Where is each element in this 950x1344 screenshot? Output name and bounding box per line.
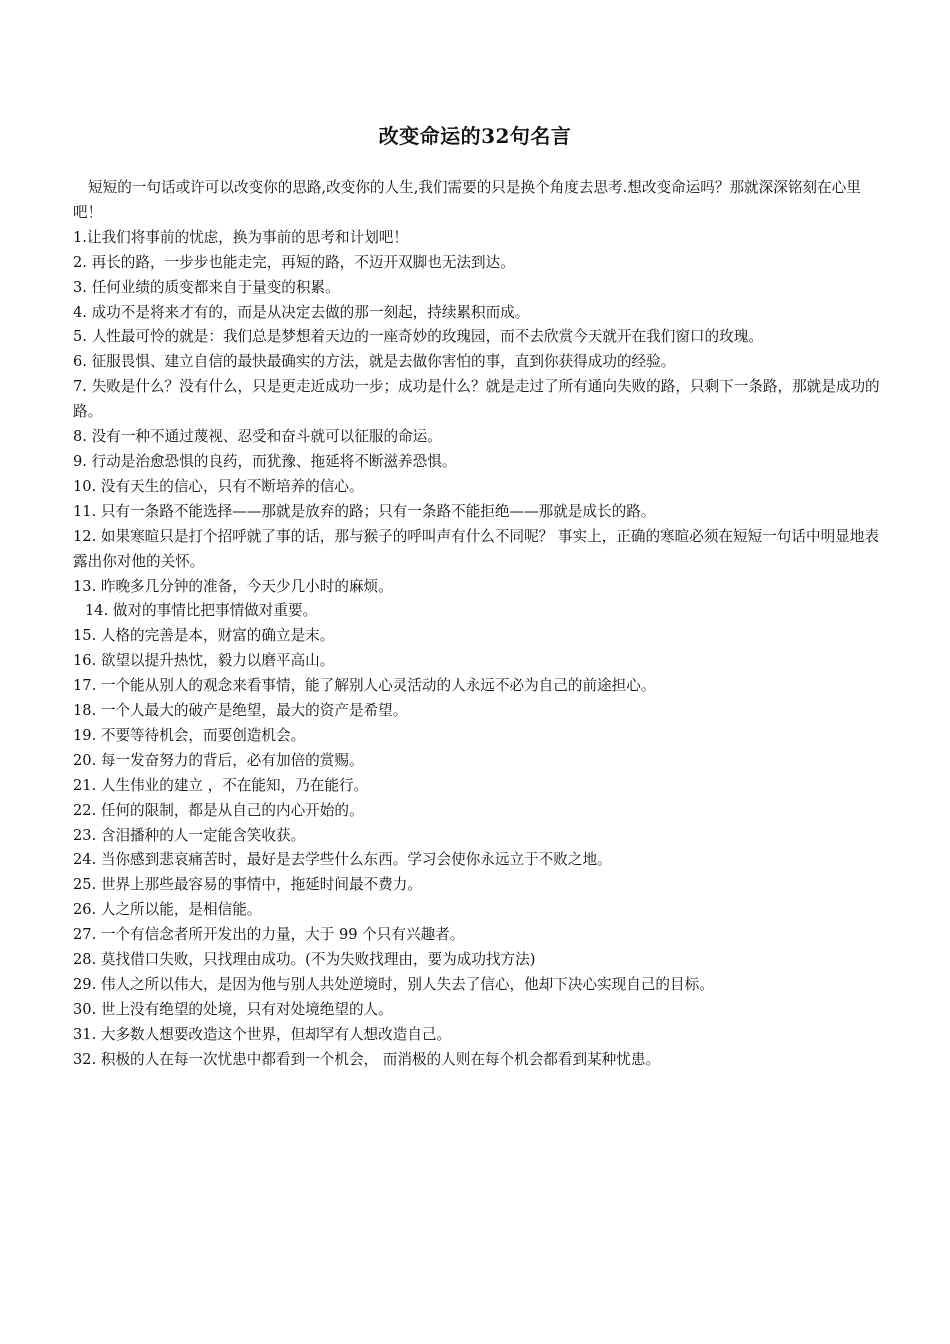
quote-item: 19. 不要等待机会，而要创造机会。 xyxy=(73,726,306,744)
quote-item: 14. 做对的事情比把事情做对重要。 xyxy=(85,602,318,620)
quote-list xyxy=(73,226,885,1073)
quote-item: 5. 人性最可怜的就是：我们总是梦想着天边的一座奇妙的玫瑰园，而不去欣赏今天就开在我们窗口的玫瑰。 xyxy=(73,328,763,346)
quote-item: 27. 一个有信念者所开发出的力量，大于 99 个只有兴趣者。 xyxy=(73,926,465,944)
quote-item: 20. 每一发奋努力的背后，必有加倍的赏赐。 xyxy=(73,751,364,769)
quote-item: 24. 当你感到悲哀痛苦时，最好是去学些什么东西。学习会使你永远立于不败之地。 xyxy=(73,851,612,869)
quote-item: 2. 再长的路，一步步也能走完，再短的路，不迈开双脚也无法到达。 xyxy=(73,253,515,271)
document-body xyxy=(73,176,885,1073)
quote-item: 18. 一个人最大的破产是绝望，最大的资产是希望。 xyxy=(73,702,408,720)
quote-item: 28. 莫找借口失败，只找理由成功。(不为失败找理由，要为成功找方法) xyxy=(73,951,536,969)
quote-item: 1.让我们将事前的忧虑，换为事前的思考和计划吧！ xyxy=(73,228,408,246)
quote-item: 26. 人之所以能，是相信能。 xyxy=(73,901,262,919)
quote-item: 6. 征服畏惧、建立自信的最快最确实的方法，就是去做你害怕的事，直到你获得成功的经验。 xyxy=(73,353,676,371)
quote-item: 3. 任何业绩的质变都来自于量变的积累。 xyxy=(73,278,340,296)
quote-item: 23. 含泪播种的人一定能含笑收获。 xyxy=(73,826,306,844)
quote-item: 12. 如果寒暄只是打个招呼就了事的话，那与猴子的呼叫声有什么不同呢？ 事实上，正确的寒暄必须在短短一句话中明显地表露出你对他的关怀。 xyxy=(73,527,879,570)
quote-item: 4. 成功不是将来才有的，而是从决定去做的那一刻起，持续累积而成。 xyxy=(73,303,530,321)
quote-item: 32. 积极的人在每一次忧患中都看到一个机会， 而消极的人则在每个机会都看到某种忧患。 xyxy=(73,1050,661,1068)
quote-item: 17. 一个能从别人的观念来看事情，能了解别人心灵活动的人永远不必为自己的前途担心。 xyxy=(73,677,656,695)
quote-item: 10. 没有天生的信心，只有不断培养的信心。 xyxy=(73,477,364,495)
intro-paragraph: 短短的一句话或许可以改变你的思路,改变你的人生,我们需要的只是换个角度去思考.想改变命运吗？那就深深铭刻在心里吧！ xyxy=(73,179,861,221)
quote-item: 29. 伟人之所以伟大，是因为他与别人共处逆境时，别人失去了信心，他却下决心实现自己的目标。 xyxy=(73,976,714,993)
quote-item: 25. 世界上那些最容易的事情中，拖延时间最不费力。 xyxy=(73,876,422,894)
quote-item: 30. 世上没有绝望的处境，只有对处境绝望的人。 xyxy=(73,1000,393,1018)
quote-item: 16. 欲望以提升热忱，毅力以磨平高山。 xyxy=(73,652,335,670)
quote-item: 21. 人生伟业的建立 ，不在能知，乃在能行。 xyxy=(73,776,369,794)
quote-item: 7. 失败是什么？没有什么，只是更走近成功一步；成功是什么？就是走过了所有通向失败的路，只剩下一条路，那就是成功的路。 xyxy=(73,378,880,421)
quote-item: 9. 行动是治愈恐惧的良药，而犹豫、拖延将不断滋养恐惧。 xyxy=(73,452,457,470)
quote-item: 22. 任何的限制，都是从自己的内心开始的。 xyxy=(73,801,364,819)
document-title: 改变命运的32句名言 xyxy=(378,124,572,148)
quote-item: 11. 只有一条路不能选择——那就是放弃的路；只有一条路不能拒绝——那就是成长的路。 xyxy=(73,502,656,520)
quote-item: 31. 大多数人想要改造这个世界，但却罕有人想改造自己。 xyxy=(73,1025,452,1043)
quote-item: 15. 人格的完善是本，财富的确立是末。 xyxy=(73,627,335,645)
quote-item: 13. 昨晚多几分钟的准备，今天少几小时的麻烦。 xyxy=(73,577,393,595)
quote-item: 8. 没有一种不通过蔑视、忍受和奋斗就可以征服的命运。 xyxy=(73,428,442,446)
